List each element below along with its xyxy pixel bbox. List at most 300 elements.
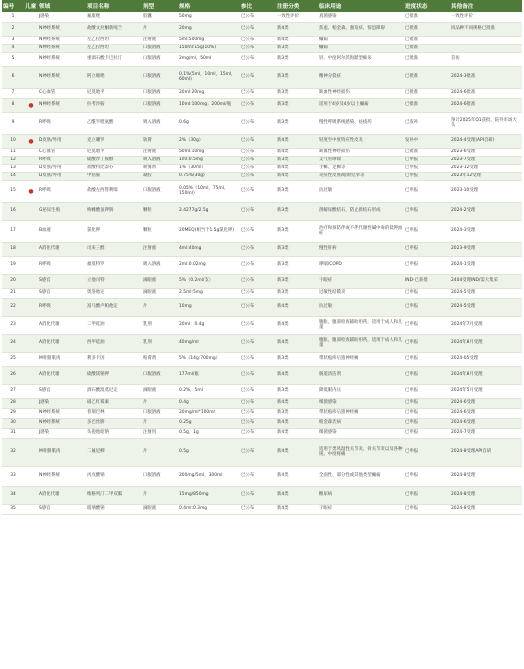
dosage-form-cell: 胶囊 xyxy=(142,12,178,22)
dosage-form-cell: 颗粒 xyxy=(142,220,178,242)
header-class: 注册分类 xyxy=(276,0,318,12)
status-cell: 已申报 xyxy=(404,242,450,256)
child-marker xyxy=(24,418,38,428)
registration-class-cell: 新4类 xyxy=(276,438,318,466)
child-marker xyxy=(24,316,38,334)
dosage-form-cell: 注射液 xyxy=(142,242,178,256)
table-row xyxy=(2,180,522,202)
area-cell: N神经系统 xyxy=(38,466,86,486)
clinical-use-cell: 干眼症 xyxy=(318,274,404,288)
reference-cell: 已公布 xyxy=(240,274,276,288)
status-cell: 已申报 xyxy=(404,288,450,298)
note-cell: 同品种不同规格已批准 xyxy=(450,22,522,36)
note-cell: 2024-8受理 xyxy=(450,504,522,514)
clinical-use-cell: 哮喘/COPD xyxy=(318,256,404,274)
table-row xyxy=(2,22,522,36)
clinical-use-cell: 适用于4岁及4岁以上癫痫 xyxy=(318,98,404,112)
dosage-form-cell: 片 xyxy=(142,298,178,316)
note-cell: 2024-4受理(API自研) xyxy=(450,134,522,148)
drug-name-cell: 氯化钾 xyxy=(86,220,142,242)
registration-class-cell: 新4类 xyxy=(276,316,318,334)
clinical-use-cell: 腹胀，腹部检查辅助用药，适用于成人和儿童 xyxy=(318,316,404,334)
note-cell: 首仿 xyxy=(450,52,522,66)
header-use: 临床用途 xyxy=(318,0,404,12)
row-number: 13 xyxy=(2,164,24,172)
row-number: 3 xyxy=(2,36,24,44)
area-cell: R呼吸 xyxy=(38,298,86,316)
row-number: 20 xyxy=(2,274,24,288)
registration-class-cell: 新3类 xyxy=(276,112,318,134)
row-number: 23 xyxy=(2,316,24,334)
row-number: 21 xyxy=(2,288,24,298)
row-number: 4 xyxy=(2,44,24,52)
status-cell: 已批准 xyxy=(404,36,450,44)
clinical-use-cell: 精神分裂症 xyxy=(318,66,404,88)
registration-class-cell: 新3类 xyxy=(276,52,318,66)
clinical-use-cell: 轻、中度阿尔茨海默型痴呆 xyxy=(318,52,404,66)
dosage-form-cell: 喷雾剂 xyxy=(142,164,178,172)
spec-cell: 200mg/5ml，300ml xyxy=(178,466,240,486)
table-row xyxy=(2,148,522,156)
note-cell: 2024年7月受理 xyxy=(450,316,522,334)
table-row xyxy=(2,220,522,242)
table-row xyxy=(2,398,522,408)
spec-cell: 10ml:100mg；200ml/瓶 xyxy=(178,98,240,112)
reference-cell: 已公布 xyxy=(240,98,276,112)
row-number: 34 xyxy=(2,486,24,504)
spec-cell: 20ml：0.4g xyxy=(178,316,240,334)
drug-name-cell: 立他司特 xyxy=(86,274,142,288)
table-row xyxy=(2,202,522,220)
status-cell: 已申报 xyxy=(404,316,450,334)
header-spec: 规格 xyxy=(178,0,240,12)
reference-cell: 已公布 xyxy=(240,334,276,352)
dosage-form-cell: 片 xyxy=(142,398,178,408)
area-cell: J感染 xyxy=(38,428,86,438)
table-row xyxy=(2,366,522,384)
table-row xyxy=(2,256,522,274)
registration-class-cell: 新4类 xyxy=(276,172,318,180)
clinical-use-cell: 糖尿病 xyxy=(318,486,404,504)
area-cell: S感官 xyxy=(38,504,86,514)
note-cell: 2024-5受理 xyxy=(450,298,522,316)
reference-cell: 已公布 xyxy=(240,316,276,334)
reference-cell: 已公布 xyxy=(240,164,276,172)
area-cell: C心血管 xyxy=(38,88,86,98)
table-row xyxy=(2,52,522,66)
area-cell: N神经系统 xyxy=(38,36,86,44)
area-cell: N神经系统 xyxy=(38,66,86,88)
row-number: 27 xyxy=(2,384,24,398)
row-number: 9 xyxy=(2,112,24,134)
clinical-use-cell: 抗过敏 xyxy=(318,180,404,202)
dosage-form-cell: 口服溶液 xyxy=(142,88,178,98)
drug-name-cell: 奥洛他定 xyxy=(86,288,142,298)
clinical-use-cell: 细菌感染 xyxy=(318,398,404,408)
drug-name-cell: 硝乙红霉素 xyxy=(86,398,142,408)
reference-cell: 已公布 xyxy=(240,148,276,156)
note-cell: 2023-7受理 xyxy=(450,156,522,164)
table-row xyxy=(2,112,522,134)
reference-cell: 已公布 xyxy=(240,36,276,44)
clinical-use-cell: 慢性肝病 xyxy=(318,242,404,256)
drug-name-cell: 左乙拉西坦 xyxy=(86,44,142,52)
note-cell: 2024-05受理 xyxy=(450,352,522,366)
child-marker xyxy=(24,88,38,98)
note-cell: 2023-9受理 xyxy=(450,242,522,256)
child-marker xyxy=(24,66,38,88)
table-row xyxy=(2,288,522,298)
reference-cell: 已公布 xyxy=(240,220,276,242)
table-row xyxy=(2,486,522,504)
table-row xyxy=(2,242,522,256)
spec-cell: 5%（14g:700mg） xyxy=(178,352,240,366)
child-marker xyxy=(24,334,38,352)
spec-cell: 0.6g xyxy=(178,112,240,134)
spec-cell: 0.5g，1g xyxy=(178,428,240,438)
registration-class-cell: 新3类 xyxy=(276,202,318,220)
header-status: 进度状态 xyxy=(404,0,450,12)
child-marker: ● xyxy=(24,180,38,202)
note-cell: 2024-8受理 xyxy=(450,466,522,486)
table-row xyxy=(2,98,522,112)
child-marker xyxy=(24,408,38,418)
drug-name-cell: 盐酸特比萘芬 xyxy=(86,164,142,172)
reference-cell: 已公布 xyxy=(240,66,276,88)
status-cell: 已批准 xyxy=(404,52,450,66)
child-marker: ● xyxy=(24,98,38,112)
child-marker xyxy=(24,486,38,504)
status-cell: 已申报 xyxy=(404,156,450,164)
spec-cell: 4ml:40mg xyxy=(178,242,240,256)
status-cell: 已申报 xyxy=(404,352,450,366)
note-cell: 2023-10受理 xyxy=(450,180,522,202)
pipeline-table xyxy=(2,0,522,515)
registration-class-cell: 新3类 xyxy=(276,242,318,256)
child-marker xyxy=(24,22,38,36)
area-cell: A消化代谢 xyxy=(38,486,86,504)
child-marker xyxy=(24,398,38,408)
drug-name-cell: 福莫特罗 xyxy=(86,256,142,274)
child-marker xyxy=(24,36,38,44)
row-number: 16 xyxy=(2,202,24,220)
dosage-form-cell: 片 xyxy=(142,418,178,428)
registration-class-cell: 新3类 xyxy=(276,88,318,98)
registration-class-cell: 新4类 xyxy=(276,398,318,408)
clinical-use-cell: 癫痫 xyxy=(318,44,404,52)
row-number: 28 xyxy=(2,398,24,408)
child-marker xyxy=(24,352,38,366)
table-row xyxy=(2,504,522,514)
drug-name-cell: 头孢他啶钠 xyxy=(86,428,142,438)
dosage-form-cell: 口服溶液 xyxy=(142,466,178,486)
clinical-use-cell: 干眼症 xyxy=(318,504,404,514)
clinical-use-cell: 真菌感染 xyxy=(318,12,404,22)
area-cell: S感官 xyxy=(38,274,86,288)
row-number: 18 xyxy=(2,242,24,256)
registration-class-cell: 新3类 xyxy=(276,98,318,112)
child-marker xyxy=(24,274,38,288)
reference-cell: 已公布 xyxy=(240,504,276,514)
clinical-use-cell: 过敏性结膜炎 xyxy=(318,288,404,298)
reference-cell: 已公布 xyxy=(240,486,276,504)
note-cell: 2024-6受理 xyxy=(450,398,522,408)
table-row xyxy=(2,12,522,22)
table-row xyxy=(2,428,522,438)
table-row xyxy=(2,298,522,316)
note-cell: 2024-6受理 xyxy=(450,408,522,418)
child-marker xyxy=(24,504,38,514)
registration-class-cell: 新4类 xyxy=(276,22,318,36)
spec-cell: 0.1%(5ml，10ml，15ml，60ml) xyxy=(178,66,240,88)
reference-cell: 已公布 xyxy=(240,408,276,418)
area-cell: A消化代谢 xyxy=(38,242,86,256)
reference-cell: 已公布 xyxy=(240,256,276,274)
area-cell: A消化代谢 xyxy=(38,334,86,352)
child-marker xyxy=(24,44,38,52)
table-row xyxy=(2,164,522,172)
table-row xyxy=(2,316,522,334)
table-row xyxy=(2,134,522,148)
child-marker xyxy=(24,384,38,398)
drug-name-cell: 硫酸沙丁胺醇 xyxy=(86,156,142,164)
clinical-use-cell: 焦虑、帕金森、强迫症、惊恐障碍 xyxy=(318,22,404,36)
child-marker xyxy=(24,428,38,438)
drug-name-cell: 玻璃酸钠 xyxy=(86,504,142,514)
row-number: 15 xyxy=(2,180,24,202)
dosage-form-cell: 口服溶液 xyxy=(142,180,178,202)
registration-class-cell: 新3类 xyxy=(276,256,318,274)
area-cell: R呼吸 xyxy=(38,180,86,202)
reference-cell: 已公布 xyxy=(240,288,276,298)
status-cell: 已申报 xyxy=(404,172,450,180)
drug-name-cell: 尼莫地平 xyxy=(86,88,142,98)
area-cell: J感染 xyxy=(38,12,86,22)
drug-name-cell: 二甲硅油 xyxy=(86,316,142,334)
clinical-use-cell: 腹胀，腹部检查辅助用药，适用于成人和儿童 xyxy=(318,334,404,352)
reference-cell: 已公布 xyxy=(240,418,276,428)
drug-name-cell: 克立硼罗 xyxy=(86,134,142,148)
row-number: 12 xyxy=(2,156,24,164)
table-header-row xyxy=(2,0,522,12)
registration-class-cell: 新4类 xyxy=(276,428,318,438)
clinical-use-cell: 缺血性神经损伤 xyxy=(318,88,404,98)
note-cell xyxy=(450,44,522,52)
table-row xyxy=(2,88,522,98)
spec-cell: 1%（30ml） xyxy=(178,164,240,172)
status-cell: IND-已获批 xyxy=(404,274,450,288)
dosage-form-cell: 口服溶液 xyxy=(142,52,178,66)
child-marker xyxy=(24,298,38,316)
status-cell: 已申报 xyxy=(404,220,450,242)
area-cell: J感染 xyxy=(38,398,86,408)
header-form: 剂型 xyxy=(142,0,178,12)
drug-name-cell: 重酒石酸卡巴拉汀 xyxy=(86,52,142,66)
clinical-use-cell: 慢性呼吸系统感染、祛痰药 xyxy=(318,112,404,134)
status-cell: 已批准 xyxy=(404,148,450,156)
area-cell: N神经系统 xyxy=(38,408,86,418)
registration-class-cell: 新4类 xyxy=(276,418,318,428)
table-row xyxy=(2,36,522,44)
status-cell: 已批准 xyxy=(404,22,450,36)
dosage-form-cell: 乳剂 xyxy=(142,316,178,334)
dosage-form-cell: 注射液 xyxy=(142,148,178,156)
spec-cell: 2%（30g） xyxy=(178,134,240,148)
clinical-use-cell: 帕金森氏病 xyxy=(318,418,404,428)
status-cell: 已申报 xyxy=(404,466,450,486)
registration-class-cell: 新3类 xyxy=(276,66,318,88)
reference-cell: 已公布 xyxy=(240,88,276,98)
dosage-form-cell: 滴眼液 xyxy=(142,288,178,298)
registration-class-cell: 新3类 xyxy=(276,408,318,418)
reference-cell: 已公布 xyxy=(240,384,276,398)
child-marker xyxy=(24,52,38,66)
table-row xyxy=(2,438,522,466)
spec-cell: 2mg/ml，50ml xyxy=(178,52,240,66)
note-cell: 一致性评价 xyxy=(450,12,522,22)
dosage-form-cell: 吸入溶液 xyxy=(142,156,178,164)
reference-cell: 已公布 xyxy=(240,22,276,36)
dosage-form-cell: 口服溶液 xyxy=(142,366,178,384)
area-cell: D皮肤/外用 xyxy=(38,172,86,180)
clinical-use-cell: 轻度至中度特应性皮炎 xyxy=(318,134,404,148)
spec-cell: 15mg/850mg xyxy=(178,486,240,504)
note-cell: 2024年5月受理 xyxy=(450,384,522,398)
reference-cell: 已公布 xyxy=(240,398,276,408)
area-cell: R呼吸 xyxy=(38,112,86,134)
area-cell: R呼吸 xyxy=(38,256,86,274)
registration-class-cell: 新4类 xyxy=(276,504,318,514)
row-number: 2 xyxy=(2,22,24,36)
row-number: 30 xyxy=(2,418,24,428)
table-row xyxy=(2,274,522,288)
registration-class-cell: 新4类 xyxy=(276,134,318,148)
registration-class-cell: 新4类 xyxy=(276,334,318,352)
registration-class-cell: 新3类 xyxy=(276,384,318,398)
drug-name-cell: 左乙拉西坦 xyxy=(86,36,142,44)
reference-cell: 已公布 xyxy=(240,12,276,22)
status-cell: 已申报 xyxy=(404,408,450,418)
clinical-use-cell: 支气管哮喘 xyxy=(318,156,404,164)
table-row xyxy=(2,156,522,164)
registration-class-cell: 新4类 xyxy=(276,466,318,486)
status-cell: 已批准 xyxy=(404,66,450,88)
status-cell: 已批准 xyxy=(404,88,450,98)
row-number: 33 xyxy=(2,466,24,486)
status-cell: 已批准 xyxy=(404,44,450,52)
status-cell: 已申报 xyxy=(404,366,450,384)
clinical-use-cell: 溶解尿酸结石，防止新结石形成 xyxy=(318,202,404,220)
reference-cell: 已公布 xyxy=(240,202,276,220)
row-number: 25 xyxy=(2,352,24,366)
child-marker xyxy=(24,156,38,164)
row-number: 11 xyxy=(2,148,24,156)
spec-cell: 177ml/瓶 xyxy=(178,366,240,384)
area-cell: D皮肤/外用 xyxy=(38,134,86,148)
child-marker xyxy=(24,164,38,172)
drug-name-cell: 盐酸左西替利嗪 xyxy=(86,180,142,202)
dosage-form-cell: 注射液 xyxy=(142,36,178,44)
spec-cell: 2ml:0.02mg xyxy=(178,256,240,274)
area-cell: N神经系统 xyxy=(38,44,86,52)
child-marker xyxy=(24,12,38,22)
registration-class-cell: 新4类 xyxy=(276,148,318,156)
status-cell: 已申报 xyxy=(404,398,450,408)
spec-cell: 20MEQ(相当于1.5g氯化钾) xyxy=(178,220,240,242)
table-row xyxy=(2,384,522,398)
dosage-form-cell: 吸入溶液 xyxy=(142,256,178,274)
drug-name-cell: 酒石酸溴莫尼定 xyxy=(86,384,142,398)
reference-cell: 已公布 xyxy=(240,134,276,148)
reference-cell: 已公布 xyxy=(240,438,276,466)
clinical-use-cell: 降低眼内压 xyxy=(318,384,404,398)
header-area: 领域 xyxy=(38,0,86,12)
child-marker xyxy=(24,466,38,486)
dosage-form-cell: 片 xyxy=(142,22,178,36)
reference-cell: 已公布 xyxy=(240,466,276,486)
header-name: 项目名称 xyxy=(86,0,142,12)
reference-cell: 已公布 xyxy=(240,156,276,164)
dosage-form-cell: 口服溶液 xyxy=(142,98,178,112)
child-marker xyxy=(24,256,38,274)
registration-class-cell: 新3类 xyxy=(276,156,318,164)
clinical-use-cell: 炎症性皮肤/眼睑痉挛等 xyxy=(318,172,404,180)
status-cell: 已申报 xyxy=(404,504,450,514)
note-cell: 2024-3受理 xyxy=(450,220,522,242)
row-number: 29 xyxy=(2,408,24,418)
spec-cell: 50mg xyxy=(178,12,240,22)
row-number: 24 xyxy=(2,334,24,352)
status-cell: 已批准 xyxy=(404,12,450,22)
row-number: 35 xyxy=(2,504,24,514)
table-row xyxy=(2,466,522,486)
reference-cell: 已公布 xyxy=(240,242,276,256)
child-marker xyxy=(24,220,38,242)
note-cell: 2024-8受理API自研 xyxy=(450,438,522,466)
row-number: 6 xyxy=(2,66,24,88)
drug-name-cell: 富马酸卢帕他定 xyxy=(86,298,142,316)
clinical-use-cell: 细菌感染 xyxy=(318,428,404,438)
area-cell: G泌尿生殖 xyxy=(38,202,86,220)
area-cell: M骨骼肌肉 xyxy=(38,352,86,366)
header-ref: 参比 xyxy=(240,0,276,12)
reference-cell: 已公布 xyxy=(240,428,276,438)
spec-cell: 20mg/ml*100ml xyxy=(178,408,240,418)
dosage-form-cell: 片 xyxy=(142,486,178,504)
dosage-form-cell: 口服溶液 xyxy=(142,44,178,52)
status-cell: 已申报 xyxy=(404,180,450,202)
dosage-form-cell: 滴眼液 xyxy=(142,504,178,514)
table-row xyxy=(2,44,522,52)
reference-cell: 已公布 xyxy=(240,180,276,202)
child-marker xyxy=(24,242,38,256)
spec-cell: 20ml:20mg xyxy=(178,88,240,98)
child-marker xyxy=(24,148,38,156)
registration-class-cell: 新3类 xyxy=(276,288,318,298)
note-cell: 2024-7受理 xyxy=(450,428,522,438)
status-cell: 已发补 xyxy=(404,112,450,134)
note-cell: 2024年8月受理 xyxy=(450,366,522,384)
table-row xyxy=(2,66,522,88)
area-cell: M骨骼肌肉 xyxy=(38,438,86,466)
spec-cell: 2.5ml:5mg xyxy=(178,288,240,298)
note-cell: 2024-6受理 xyxy=(450,418,522,428)
drug-name-cell: 维格列汀二甲双胍 xyxy=(86,486,142,504)
spec-cell: 0.25g xyxy=(178,418,240,428)
child-marker xyxy=(24,172,38,180)
dosage-form-cell: 片 xyxy=(142,438,178,466)
registration-class-cell: 新4类 xyxy=(276,298,318,316)
